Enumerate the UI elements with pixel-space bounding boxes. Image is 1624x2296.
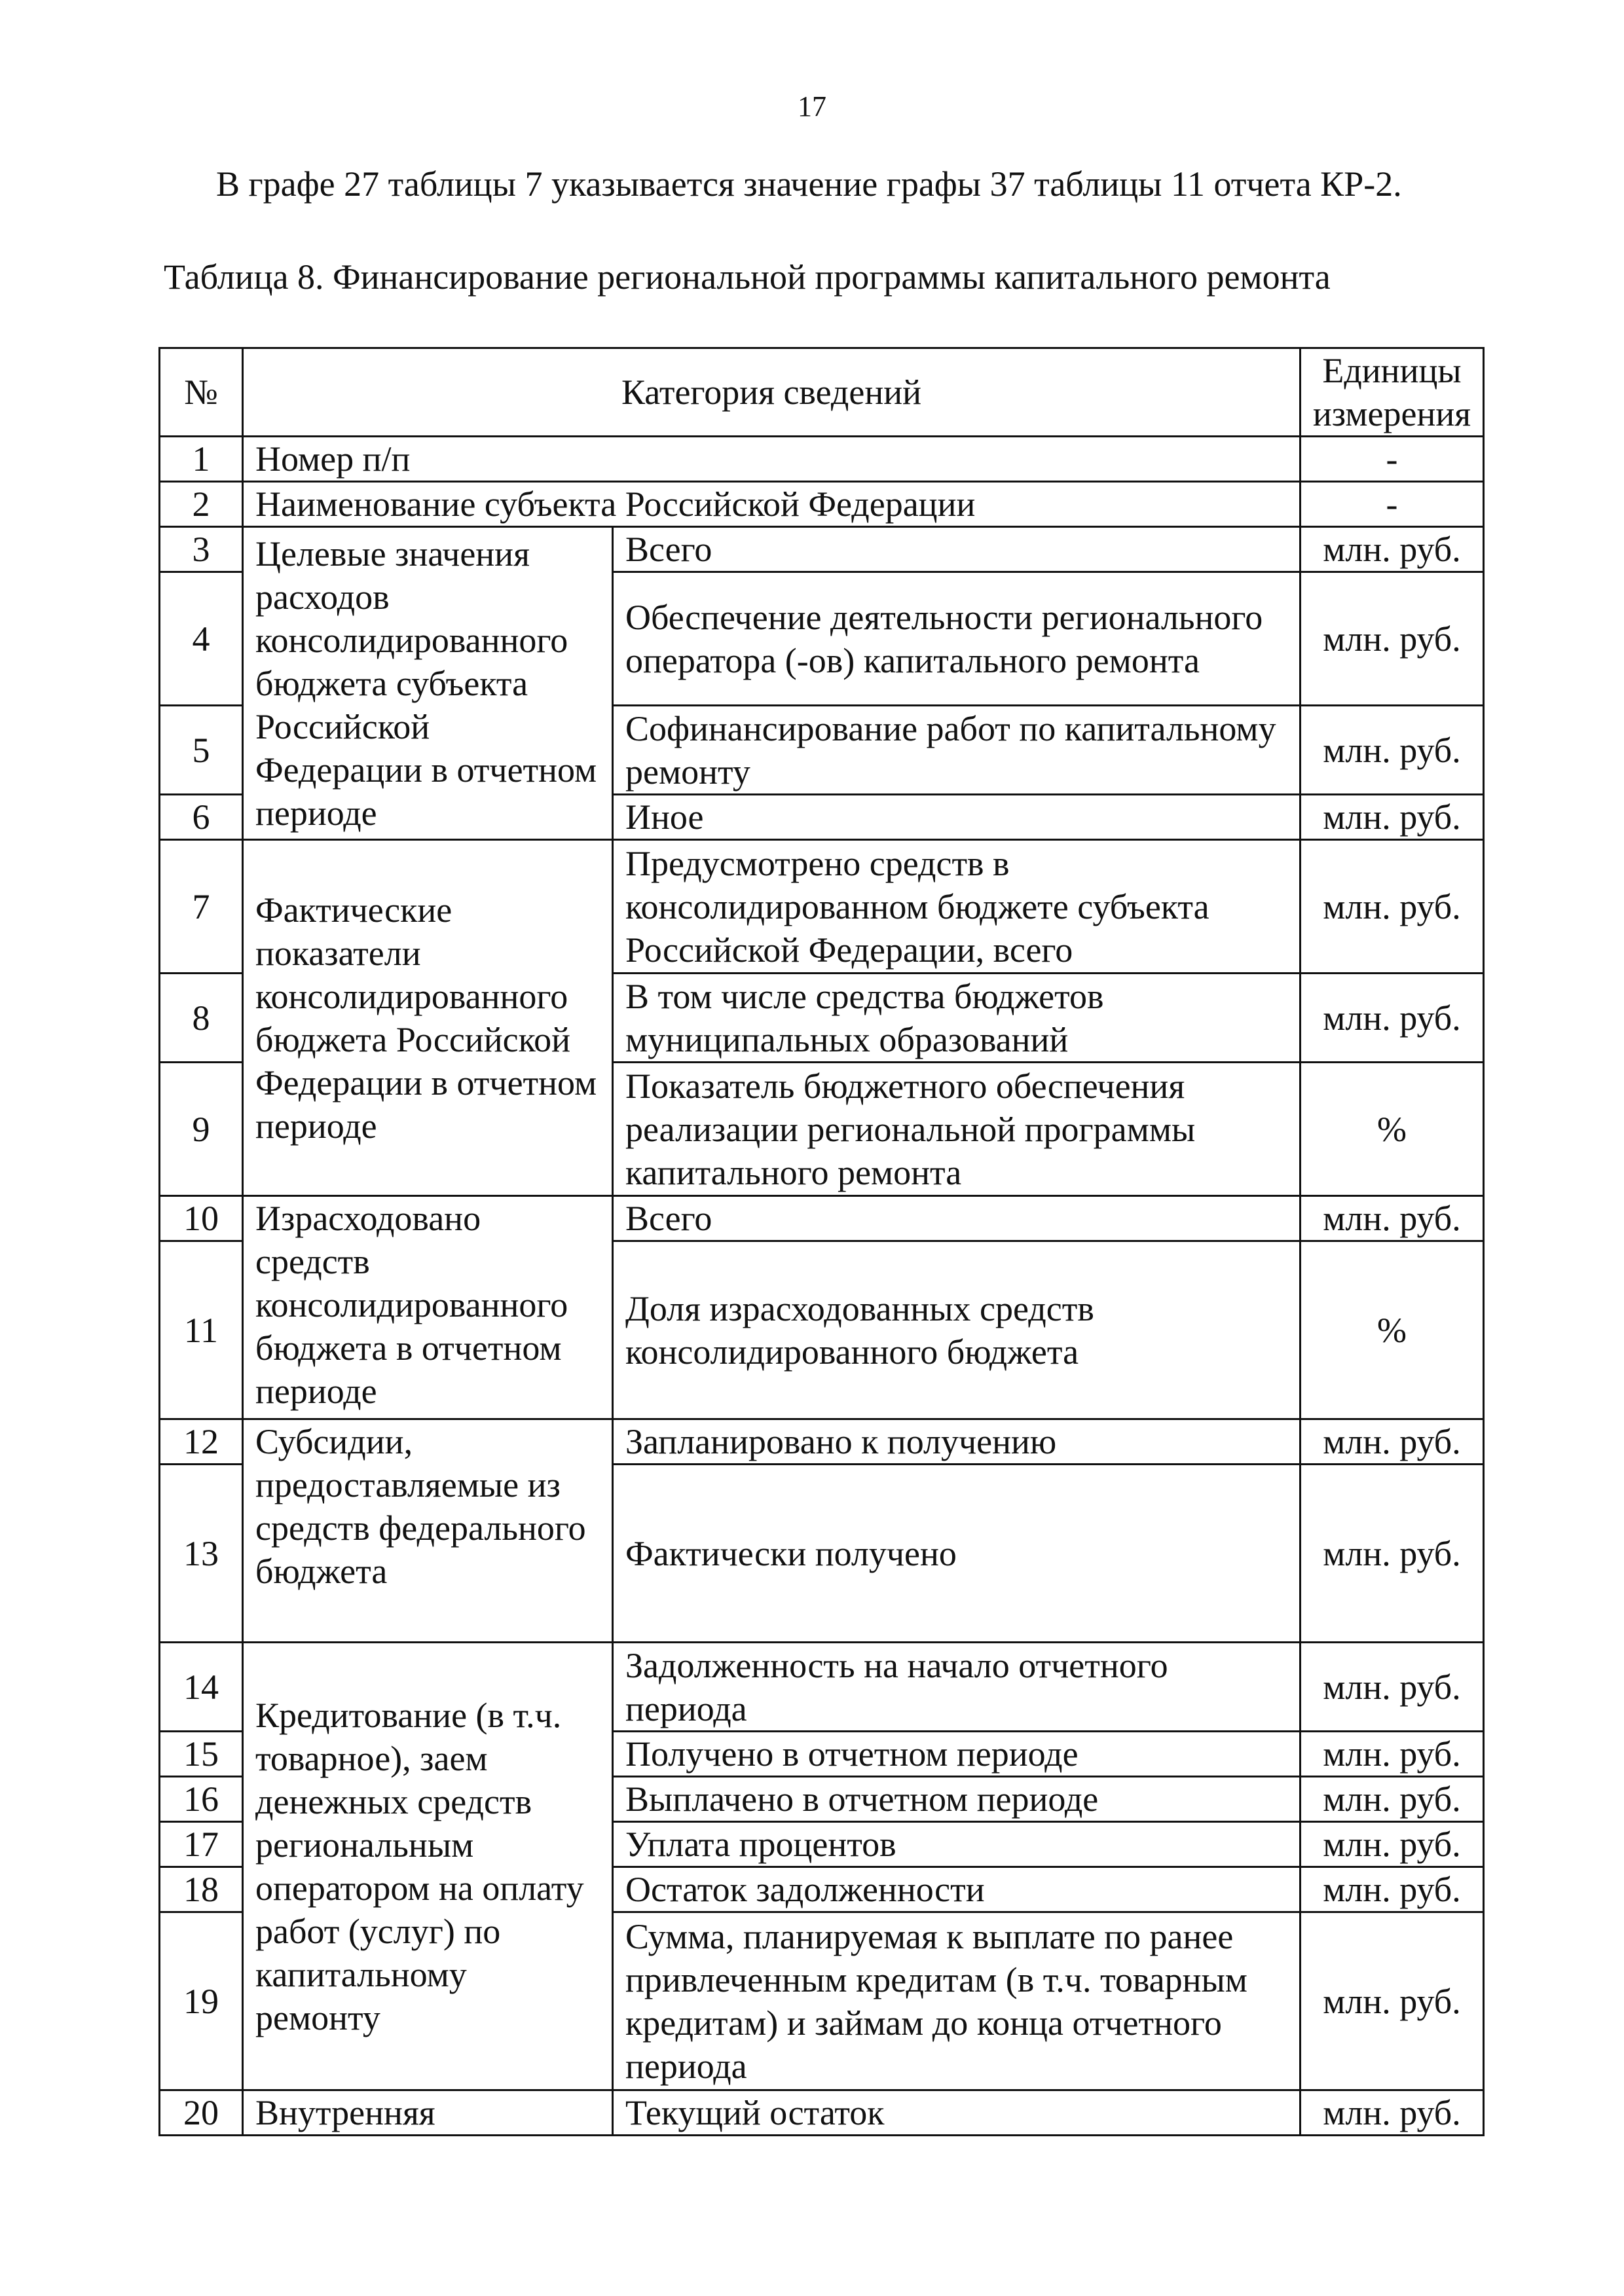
row-item: Выплачено в отчетном периоде bbox=[613, 1777, 1301, 1822]
group-label: Фактические показатели консолидированного бюджета Российской Федерации в отчетном периоде bbox=[243, 840, 613, 1196]
row-item: Фактически получено bbox=[613, 1465, 1301, 1643]
row-unit: млн. руб. bbox=[1301, 1867, 1484, 1912]
row-unit: млн. руб. bbox=[1301, 1912, 1484, 2090]
page-number: 17 bbox=[798, 90, 826, 122]
group-label: Целевые значения расходов консолидированного бюджета субъекта Российской Федерации в отчетном периоде bbox=[243, 527, 613, 840]
row-item: Задолженность на начало отчетного периода bbox=[613, 1643, 1301, 1732]
table-row bbox=[160, 2090, 1484, 2136]
row-num: 7 bbox=[160, 840, 243, 974]
row-unit: млн. руб. bbox=[1301, 527, 1484, 572]
row-item: Запланировано к получению bbox=[613, 1419, 1301, 1465]
header-category: Категория сведений bbox=[243, 348, 1301, 437]
row-num: 18 bbox=[160, 1867, 243, 1912]
row-unit: млн. руб. bbox=[1301, 1777, 1484, 1822]
row-num: 12 bbox=[160, 1419, 243, 1465]
row-item: Сумма, планируемая к выплате по ранее привлеченным кредитам (в т.ч. товарным кредитам) и займам до конца отчетного периода bbox=[613, 1912, 1301, 2090]
row-num: 1 bbox=[160, 437, 243, 482]
row-item: Обеспечение деятельности регионального оператора (-ов) капитального ремонта bbox=[613, 572, 1301, 706]
row-item: Всего bbox=[613, 1196, 1301, 1241]
table-row bbox=[160, 1196, 1484, 1241]
row-num: 16 bbox=[160, 1777, 243, 1822]
row-unit: млн. руб. bbox=[1301, 795, 1484, 840]
row-num: 14 bbox=[160, 1643, 243, 1732]
table-row bbox=[160, 840, 1484, 974]
row-num: 17 bbox=[160, 1822, 243, 1867]
row-unit: млн. руб. bbox=[1301, 974, 1484, 1063]
group-label: Внутренняя bbox=[243, 2090, 613, 2136]
row-unit: млн. руб. bbox=[1301, 1196, 1484, 1241]
row-item: Показатель бюджетного обеспечения реализации региональной программы капитального ремонта bbox=[613, 1063, 1301, 1196]
table-row bbox=[160, 437, 1484, 482]
row-item: Остаток задолженности bbox=[613, 1867, 1301, 1912]
table-row bbox=[160, 1643, 1484, 1732]
row-unit: млн. руб. bbox=[1301, 1643, 1484, 1732]
group-label: Кредитование (в т.ч. товарное), заем денежных средств региональным оператором на оплату работ (услуг) по капитальному ремонту bbox=[243, 1643, 613, 2090]
row-item: Уплата процентов bbox=[613, 1822, 1301, 1867]
group-label: Субсидии, предоставляемые из средств федерального бюджета bbox=[243, 1419, 613, 1643]
table-row bbox=[160, 527, 1484, 572]
row-num: 5 bbox=[160, 706, 243, 795]
row-unit: млн. руб. bbox=[1301, 1419, 1484, 1465]
row-unit: млн. руб. bbox=[1301, 2090, 1484, 2136]
row-num: 19 bbox=[160, 1912, 243, 2090]
row-item: Всего bbox=[613, 527, 1301, 572]
row-num: 3 bbox=[160, 527, 243, 572]
group-label: Израсходовано средств консолидированного бюджета в отчетном периоде bbox=[243, 1196, 613, 1419]
row-num: 9 bbox=[160, 1063, 243, 1196]
row-category: Наименование субъекта Российской Федерации bbox=[243, 482, 1301, 527]
row-item: Текущий остаток bbox=[613, 2090, 1301, 2136]
row-num: 2 bbox=[160, 482, 243, 527]
row-num: 11 bbox=[160, 1241, 243, 1419]
table-header-row bbox=[160, 348, 1484, 437]
row-item: Предусмотрено средств в консолидированном бюджете субъекта Российской Федерации, всего bbox=[613, 840, 1301, 974]
row-item: Получено в отчетном периоде bbox=[613, 1732, 1301, 1777]
row-unit: млн. руб. bbox=[1301, 572, 1484, 706]
row-item: Иное bbox=[613, 795, 1301, 840]
row-unit: млн. руб. bbox=[1301, 1732, 1484, 1777]
row-unit: - bbox=[1301, 437, 1484, 482]
row-num: 4 bbox=[160, 572, 243, 706]
table-caption: Таблица 8. Финансирование региональной программы капитального ремонта bbox=[164, 257, 1331, 297]
intro-paragraph: В графе 27 таблицы 7 указывается значение графы 37 таблицы 11 отчета КР-2. bbox=[216, 164, 1402, 204]
header-unit: Единицы измерения bbox=[1301, 348, 1484, 437]
table-row bbox=[160, 482, 1484, 527]
row-unit: - bbox=[1301, 482, 1484, 527]
row-num: 13 bbox=[160, 1465, 243, 1643]
header-num: № bbox=[160, 348, 243, 437]
row-num: 8 bbox=[160, 974, 243, 1063]
row-unit: млн. руб. bbox=[1301, 1465, 1484, 1643]
row-unit: млн. руб. bbox=[1301, 706, 1484, 795]
financing-table bbox=[158, 347, 1485, 2136]
row-category: Номер п/п bbox=[243, 437, 1301, 482]
row-unit: млн. руб. bbox=[1301, 1822, 1484, 1867]
row-num: 6 bbox=[160, 795, 243, 840]
row-item: В том числе средства бюджетов муниципальных образований bbox=[613, 974, 1301, 1063]
row-unit: % bbox=[1301, 1241, 1484, 1419]
row-item: Доля израсходованных средств консолидированного бюджета bbox=[613, 1241, 1301, 1419]
row-num: 10 bbox=[160, 1196, 243, 1241]
row-item: Софинансирование работ по капитальному ремонту bbox=[613, 706, 1301, 795]
row-unit: млн. руб. bbox=[1301, 840, 1484, 974]
row-num: 15 bbox=[160, 1732, 243, 1777]
row-unit: % bbox=[1301, 1063, 1484, 1196]
table-row bbox=[160, 1419, 1484, 1465]
row-num: 20 bbox=[160, 2090, 243, 2136]
